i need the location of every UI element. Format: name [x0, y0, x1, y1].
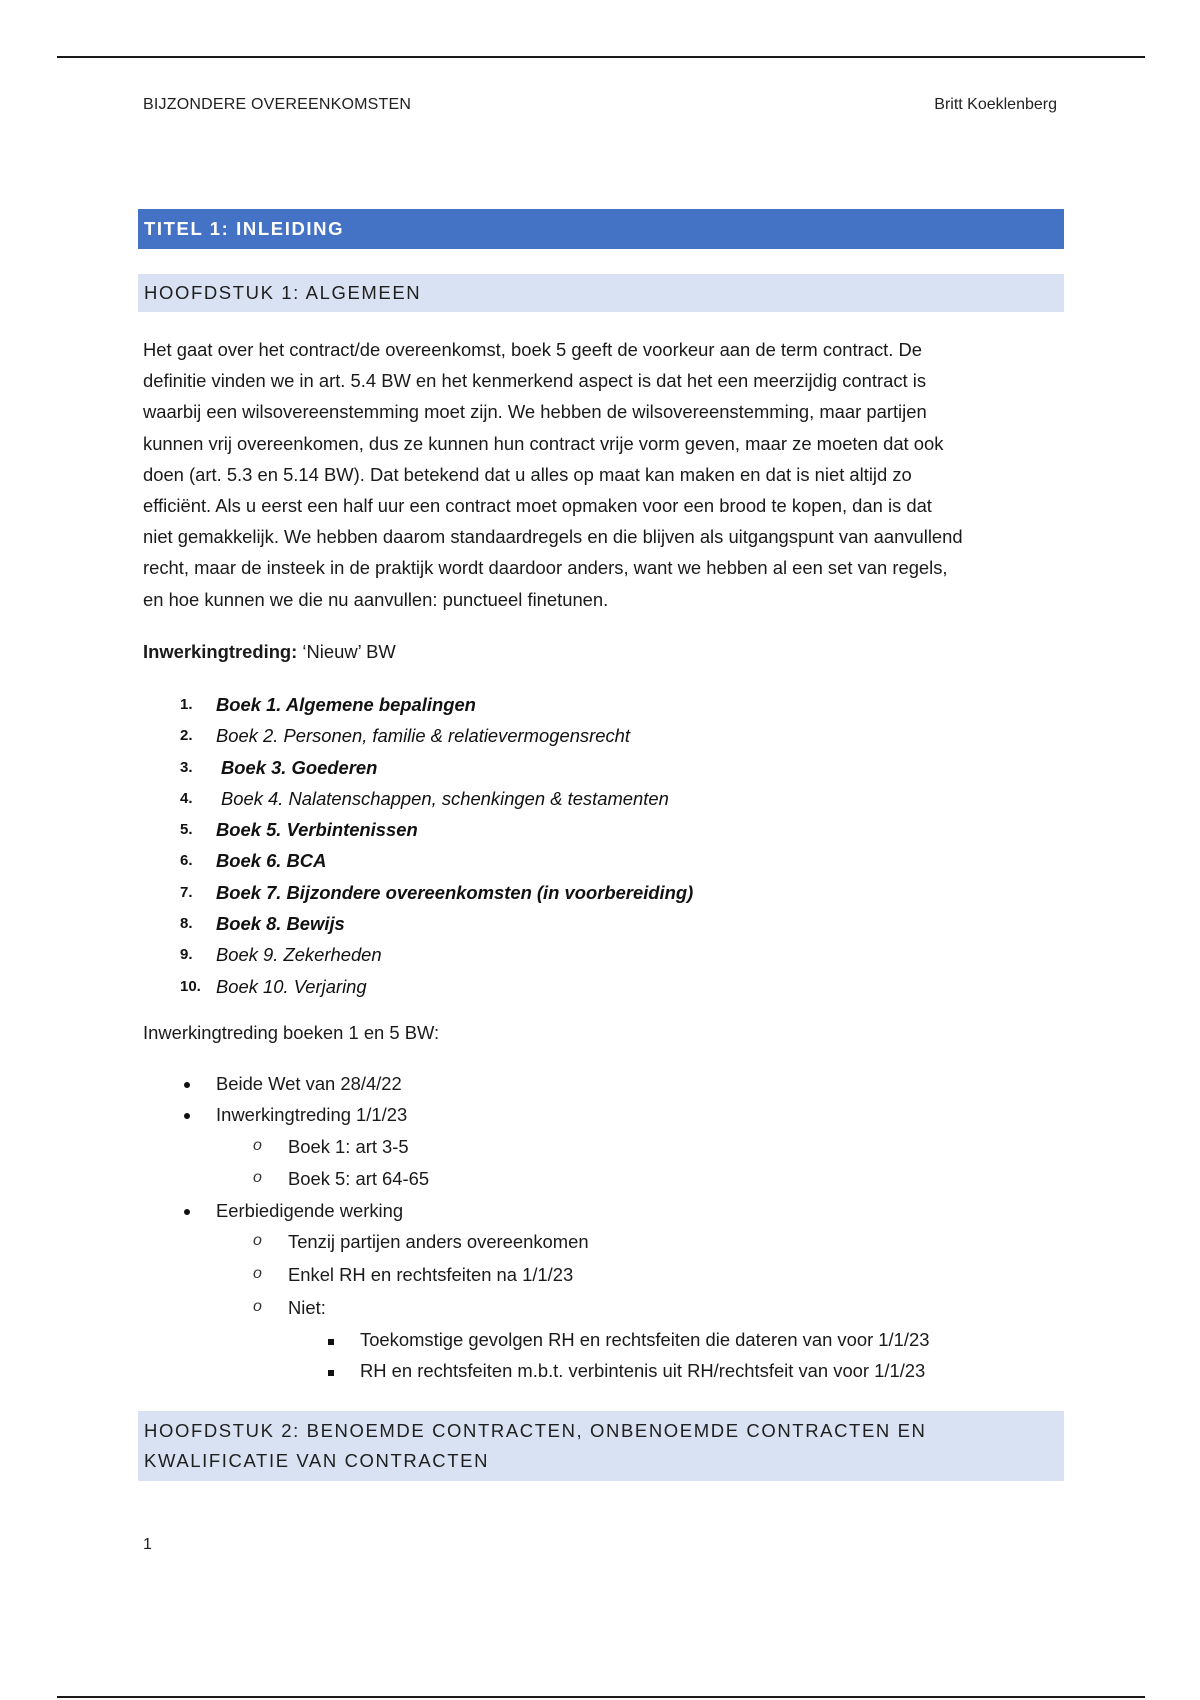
bullet-text: RH en rechtsfeiten m.b.t. verbintenis uit RH/rechtsfeit van voor 1/1/23 [360, 1360, 926, 1381]
list-number: 5. [180, 821, 193, 839]
paragraph-line: recht, maar de insteek in de praktijk wordt daardoor anders, want we hebben al een set van regels, [143, 557, 948, 579]
list-number: 3. [180, 758, 193, 776]
bullet-text: Toekomstige gevolgen RH en rechtsfeiten die dateren van voor 1/1/23 [360, 1329, 930, 1350]
bullet-circle-icon: o [253, 1137, 262, 1154]
list-text: Boek 9. Zekerheden [216, 944, 382, 966]
bullet-square-icon [328, 1339, 334, 1345]
paragraph-line: efficiënt. Als u eerst een half uur een contract moet opmaken voor een brood te kopen, dan is dat [143, 495, 932, 517]
bullet-dot-icon [184, 1113, 190, 1119]
bullet-circle-icon: o [253, 1298, 262, 1315]
bullet-text: Inwerkingtreding 1/1/23 [216, 1104, 408, 1125]
list-text: Boek 2. Personen, familie & relatievermogensrecht [216, 725, 630, 747]
bullet-text: Boek 5: art 64-65 [288, 1168, 430, 1189]
hoofdstuk-2-heading [138, 1411, 1064, 1481]
heading-line: HOOFDSTUK 2: BENOEMDE CONTRACTEN, ONBENOEMDE CONTRACTEN EN [144, 1420, 927, 1441]
paragraph-line: kunnen vrij overeenkomen, dus ze kunnen hun contract vrije vorm geven, maar ze moeten dat ook [143, 432, 944, 454]
list-text: Boek 6. BCA [216, 850, 327, 872]
list-text: Boek 1. Algemene bepalingen [216, 694, 476, 715]
paragraph-line: doen (art. 5.3 en 5.14 BW). Dat betekend dat u alles op maat kan maken en dat is niet altijd zo [143, 463, 912, 485]
heading-line: KWALIFICATIE VAN CONTRACTEN [144, 1450, 490, 1471]
bullet-text: Boek 1: art 3-5 [288, 1136, 409, 1157]
list-number: 10. [180, 977, 201, 995]
bullet-text: Tenzij partijen anders overeenkomen [288, 1231, 589, 1252]
paragraph-line: niet gemakkelijk. We hebben daarom standaardregels en die blijven als uitgangspunt van aanvullend [143, 526, 963, 548]
bullet-text: Beide Wet van 28/4/22 [216, 1073, 402, 1094]
inwerkingtreding-line [143, 641, 396, 663]
list-number: 7. [180, 883, 193, 901]
bottom-rule [57, 1696, 1145, 1698]
bullet-text: Enkel RH en rechtsfeiten na 1/1/23 [288, 1264, 574, 1285]
running-header-author: Britt Koeklenberg [934, 96, 1057, 113]
list-number: 9. [180, 946, 193, 964]
top-rule [57, 56, 1145, 58]
list-number: 6. [180, 852, 193, 870]
page-number: 1 [143, 1536, 152, 1553]
paragraph-line: en hoe kunnen we die nu aanvullen: punctueel finetunen. [143, 588, 609, 610]
paragraph-line: Het gaat over het contract/de overeenkomst, boek 5 geeft de voorkeur aan de term contract. De [143, 339, 922, 360]
list-text: Boek 8. Bewijs [216, 913, 345, 935]
bullet-circle-icon: o [253, 1265, 262, 1282]
bullet-text: Eerbiedigende werking [216, 1200, 404, 1221]
bullet-circle-icon: o [253, 1232, 262, 1249]
list-number: 2. [180, 727, 193, 745]
list-text: Boek 7. Bijzondere overeenkomsten (in voorbereiding) [216, 881, 694, 903]
list-number: 4. [180, 789, 193, 807]
inwerkingtreding-boeken: Inwerkingtreding boeken 1 en 5 BW: [143, 1022, 440, 1043]
bullet-dot-icon [184, 1209, 190, 1215]
intro-paragraph [143, 334, 1063, 615]
bullet-dot-icon [184, 1082, 190, 1088]
inwerkingtreding-value: ‘Nieuw’ BW [297, 641, 396, 662]
list-number: 8. [180, 915, 193, 933]
list-text: Boek 5. Verbintenissen [216, 819, 418, 841]
bullet-text: Niet: [288, 1297, 326, 1318]
list-text: Boek 3. Goederen [221, 756, 378, 778]
list-number: 1. [180, 696, 193, 713]
list-text: Boek 10. Verjaring [216, 975, 367, 997]
titel-heading: TITEL 1: INLEIDING [138, 209, 1064, 249]
bullet-square-icon [328, 1370, 334, 1376]
running-header-title: BIJZONDERE OVEREENKOMSTEN [143, 96, 412, 113]
bullet-circle-icon: o [253, 1169, 262, 1186]
paragraph-line: waarbij een wilsovereenstemming moet zijn. We hebben de wilsovereenstemming, maar partijen [143, 401, 927, 423]
inwerkingtreding-label: Inwerkingtreding: [143, 641, 298, 662]
hoofdstuk-1-heading: HOOFDSTUK 1: ALGEMEEN [138, 274, 1064, 312]
list-text: Boek 4. Nalatenschappen, schenkingen & testamenten [221, 787, 669, 809]
paragraph-line: definitie vinden we in art. 5.4 BW en het kenmerkend aspect is dat het een meerzijdig contract is [143, 370, 927, 392]
